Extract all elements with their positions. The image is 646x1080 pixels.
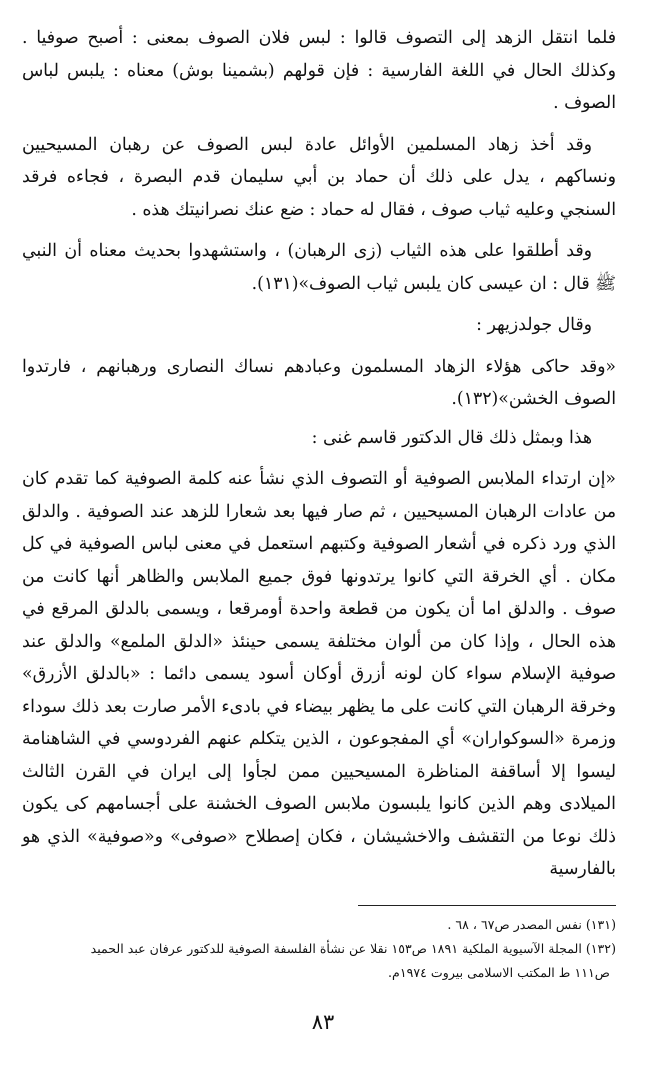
footnote-divider: [358, 905, 616, 906]
quote-paragraph: «إن ارتداء الملابس الصوفية أو التصوف الذي نشأ عنه كلمة الصوفية كما تقدم كان من عادات الرهبان المسيحيين ، ثم صار فيها بعد شعارا للزهد عند الصوفية . والدلق الذي ورد ذكره في أشعار الصوفية وكتبهم استعمل في معنى لباس الصوفية في كل مكان . أي الخرقة التي كانوا يرتدونها فوق جميع الملابس والظاهر أنها كانت من صوف . والدلق اما أن يكون من قطعة واحدة أومرقعا ، ويسمى بالدلق المرقع في هذه الحال ، وإذا كان من ألوان مختلفة يسمى حينئذ «الدلق الملمع» والدلق عند صوفية الإسلام سواء كان لونه أزرق أوكان أسود يسمى دائما : «بالدلق الأزرق» وخرقة الرهبان التي كانت على ما يظهر بيضاء في بادىء الأمر صارت بعد ذلك سوداء وزمرة «السوكواران» أي المفجوعون ، الذين يتكلم عنهم الفردوسي في الشاهنامة ليسوا إلا أساقفة المناظرة المسيحيين ممن لجأوا إلى ايران في القرن الثالث الميلادى وهم الذين كانوا يلبسون ملابس الصوف الخشنة على أجسامهم كى يكون ذلك نوعا من التقشف والاخشيشان ، فكان إصطلاح «صوفى» و«صوفية» الذي هو بالفارسية: [22, 469, 616, 879]
footnotes: [22, 913, 616, 985]
paragraph: وقد أخذ زهاد المسلمين الأوائل عادة لبس الصوف عن رهبان المسيحيين ونساكهم ، يدل على ذلك أن حماد بن أبي سليمان قدم البصرة ، فجاءه فرقد السنجي وعليه ثياب صوف ، فقال له حماد : ضع عنك نصرانيتك هذه .: [22, 134, 616, 220]
footnote-132-continuation: ص١١١ ط المكتب الاسلامى بيروت ١٩٧٤م.: [388, 965, 610, 980]
footnote-131: (١٣١) نفس المصدر ص٦٧ ، ٦٨ .: [447, 917, 616, 932]
footnote-132: (١٣٢) المجلة الآسيوية الملكية ١٨٩١ ص١٥٣ نقلا عن نشأة الفلسفة الصوفية للدكتور عرفان عبد الحميد: [90, 941, 616, 956]
paragraph: هذا وبمثل ذلك قال الدكتور قاسم غنى :: [311, 427, 592, 448]
page-number: ٨٣: [311, 1010, 335, 1034]
paragraph: وقال جولدزيهر :: [476, 315, 592, 335]
paragraph: وقد أطلقوا على هذه الثياب (زى الرهبان) ، واستشهدوا بحديث معناه أن النبي ﷺ قال : ان عيسى كان يلبس ثياب الصوف»(١٣١).: [22, 241, 616, 294]
paragraph: فلما انتقل الزهد إلى التصوف قالوا : لبس فلان الصوف بمعنى : أصبح صوفيا . وكذلك الحال في اللغة الفارسية : فإن قولهم (بشمينا بوش) معناه : يلبس لباس الصوف .: [22, 28, 616, 113]
main-text: [22, 22, 616, 886]
quote-paragraph: «وقد حاكى هؤلاء الزهاد المسلمون وعبادهم نساك النصارى ورهبانهم ، فارتدوا الصوف الخشن»(١٣٢).: [22, 356, 616, 409]
